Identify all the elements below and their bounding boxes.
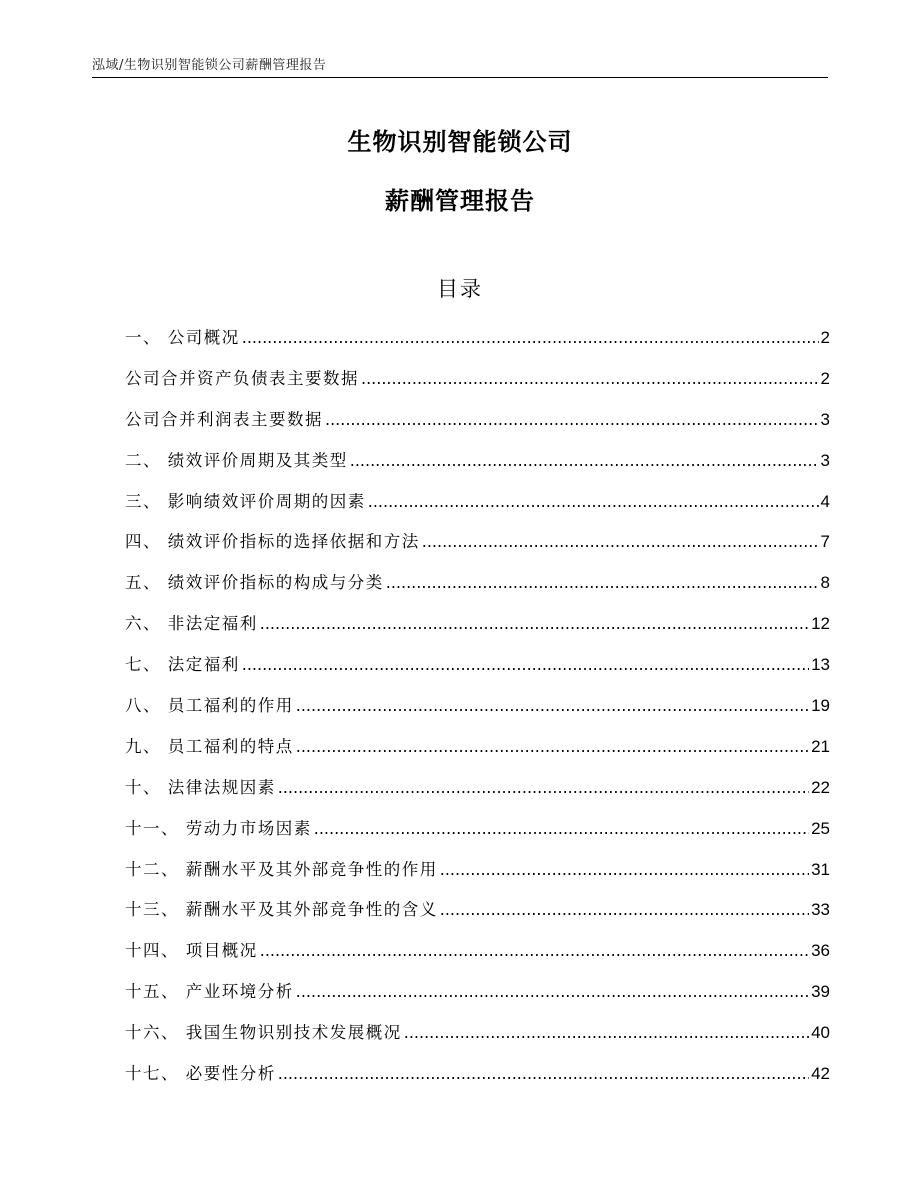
toc-entry[interactable] [125,400,830,441]
document-subtitle: 薪酬管理报告 [385,187,535,215]
toc-entry-label: 十七、 必要性分析 [125,1064,276,1084]
header-divider [92,77,828,78]
toc-entry-label: 十四、 项目概况 [125,941,258,961]
toc-dot-leader [368,482,819,523]
toc-entry-page-number: 40 [811,1023,830,1043]
toc-entry[interactable] [125,482,830,523]
toc-entry[interactable] [125,686,830,727]
toc-dot-leader [242,645,809,686]
toc-dot-leader [440,850,809,891]
toc-entry-page-number: 2 [820,368,830,388]
toc-entry-label: 四、 绩效评价指标的选择依据和方法 [125,532,420,552]
toc-dot-leader [278,1054,809,1095]
toc-entry[interactable] [125,318,830,359]
toc-dot-leader [325,400,819,441]
toc-dot-leader [386,563,819,604]
toc-entry-label: 公司合并利润表主要数据 [125,409,323,429]
toc-entry-label: 九、 员工福利的特点 [125,736,294,756]
toc-entry-page-number: 3 [820,450,830,470]
toc-entry-label: 六、 非法定福利 [125,614,258,634]
toc-entry-page-number: 19 [811,696,830,716]
toc-entry[interactable] [125,890,830,931]
toc-entry-label: 八、 员工福利的作用 [125,696,294,716]
toc-entry-label: 三、 影响绩效评价周期的因素 [125,491,366,511]
toc-entry-label: 五、 绩效评价指标的构成与分类 [125,573,384,593]
toc-entry-page-number: 22 [811,777,830,797]
toc-entry-page-number: 3 [820,409,830,429]
toc-dot-leader [296,727,809,768]
toc-entry-page-number: 4 [820,491,830,511]
toc-entry[interactable] [125,563,830,604]
toc-entry[interactable] [125,850,830,891]
toc-entry-page-number: 31 [811,859,830,879]
table-of-contents [125,318,830,1095]
toc-entry[interactable] [125,972,830,1013]
toc-dot-leader [422,522,819,563]
toc-entry-label: 十三、 薪酬水平及其外部竞争性的含义 [125,900,438,920]
toc-entry[interactable] [125,1013,830,1054]
toc-dot-leader [260,604,809,645]
toc-dot-leader [314,809,809,850]
toc-entry[interactable] [125,727,830,768]
toc-entry-label: 十二、 薪酬水平及其外部竞争性的作用 [125,859,438,879]
document-title: 生物识别智能锁公司 [347,128,573,156]
toc-dot-leader [296,686,809,727]
toc-entry-label: 十一、 劳动力市场因素 [125,818,312,838]
toc-entry-label: 七、 法定福利 [125,655,240,675]
toc-dot-leader [404,1013,809,1054]
toc-entry-page-number: 25 [811,818,830,838]
toc-entry-label: 一、 公司概况 [125,328,240,347]
toc-entry[interactable] [125,604,830,645]
toc-entry-page-number: 33 [811,900,830,920]
toc-entry-page-number: 8 [820,573,830,593]
toc-entry-label: 十五、 产业环境分析 [125,982,294,1002]
toc-entry-label: 二、 绩效评价周期及其类型 [125,450,348,470]
toc-entry[interactable] [125,768,830,809]
toc-entry-page-number: 36 [811,941,830,961]
toc-entry-page-number: 12 [811,614,830,634]
toc-entry[interactable] [125,1054,830,1095]
toc-entry-label: 十、 法律法规因素 [125,777,276,797]
toc-entry-page-number: 2 [820,328,830,347]
toc-dot-leader [350,441,819,482]
toc-entry[interactable] [125,809,830,850]
toc-entry-page-number: 13 [811,655,830,675]
toc-dot-leader [361,359,819,400]
toc-entry[interactable] [125,522,830,563]
toc-dot-leader [440,890,809,931]
toc-entry[interactable] [125,931,830,972]
toc-entry[interactable] [125,441,830,482]
toc-entry-page-number: 21 [811,736,830,756]
toc-heading: 目录 [437,277,483,301]
toc-entry-label: 十六、 我国生物识别技术发展概况 [125,1023,402,1043]
toc-dot-leader [278,768,809,809]
toc-entry[interactable] [125,359,830,400]
running-header: 泓域/生物识别智能锁公司薪酬管理报告 [92,58,327,73]
toc-dot-leader [242,318,819,359]
toc-entry-page-number: 42 [811,1064,830,1084]
toc-dot-leader [296,972,809,1013]
toc-entry-page-number: 7 [820,532,830,552]
toc-dot-leader [260,931,809,972]
toc-entry-label: 公司合并资产负债表主要数据 [125,368,359,388]
toc-entry-page-number: 39 [811,982,830,1002]
toc-entry[interactable] [125,645,830,686]
